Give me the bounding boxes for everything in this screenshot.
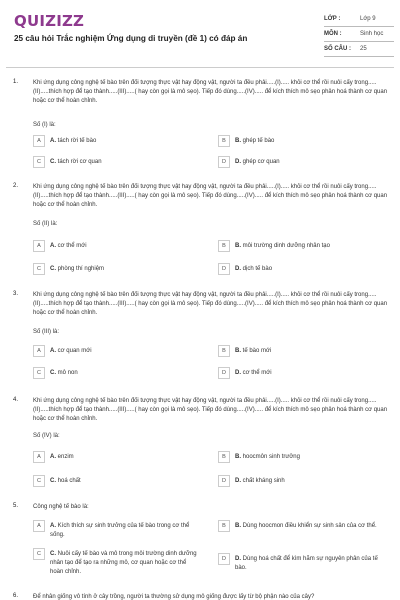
worksheet-header bbox=[0, 0, 400, 62]
option-text: D. ghép cơ quan bbox=[235, 159, 280, 165]
meta-row-grade bbox=[324, 12, 394, 27]
question-prompt: Số (II) là: bbox=[33, 221, 58, 227]
quizizz-logo: QUIZIZZ bbox=[14, 12, 85, 30]
question-number: 1. bbox=[13, 79, 19, 85]
option-text: B. môi trường dinh dưỡng nhân tạo bbox=[235, 243, 330, 249]
option-letter: B bbox=[218, 451, 230, 463]
option-letter: A bbox=[33, 345, 45, 357]
option-letter: D bbox=[218, 156, 230, 168]
option-letter: B bbox=[218, 135, 230, 147]
option-text: A. cơ quan mới bbox=[50, 348, 92, 354]
option-letter: A bbox=[33, 451, 45, 463]
worksheet-title: 25 câu hỏi Trắc nghiệm Ứng dụng di truyền (đề 1) có đáp án bbox=[14, 34, 248, 43]
meta-value: Lớp 9 bbox=[360, 16, 376, 22]
meta-value: Sinh học bbox=[360, 31, 384, 37]
option-text: B. hoocmôn sinh trưởng bbox=[235, 454, 300, 460]
option-text: C. tách rời cơ quan bbox=[50, 159, 102, 165]
option-text: C. hoá chất bbox=[50, 478, 81, 484]
option-letter: B bbox=[218, 240, 230, 252]
option-letter: C bbox=[33, 367, 45, 379]
question-text: Khi ứng dụng công nghệ tế bào trên đối tượng thực vật hay động vật, người ta đều phải.....(I)..... khỏi cơ thể rồi nuôi cấy trong.....(II).....thích hợp để tạo thành.....(III).....( hay còn gọi là mô sẹo). Tiếp đó dùng.....(IV)..... để kích thích mô sẹo phân hoá thành cơ quan hoặc cơ thể hoàn chỉnh. bbox=[33, 398, 388, 422]
option-text: D. cơ thể mới bbox=[235, 370, 272, 376]
option-letter: D bbox=[218, 367, 230, 379]
question-number: 3. bbox=[13, 291, 19, 297]
question-text: Để nhân giống vô tính ở cây trồng, người ta thường sử dụng mô giống được lấy từ bộ phận nào của cây? bbox=[33, 594, 315, 600]
option-text: D. Dùng hoá chất để kìm hãm sự nguyên phân của tế bào. bbox=[235, 556, 378, 571]
option-text: A. cơ thể mới bbox=[50, 243, 87, 249]
question-text: Khi ứng dụng công nghệ tế bào trên đối tượng thực vật hay động vật, người ta đều phải.....(I)..... khỏi cơ thể rồi nuôi cấy trong.....(II).....thích hợp để tạo thành.....(III).....( hay còn gọi là mô sẹo). Tiếp đó dùng.....(IV)..... để kích thích mô sẹo phân hoá thành cơ quan hoặc cơ thể hoàn chỉnh. bbox=[33, 80, 388, 104]
option-text: D. dịch tế bào bbox=[235, 266, 273, 272]
question-number: 2. bbox=[13, 183, 19, 189]
option-text: C. Nuôi cấy tế bào và mô trong môi trường dinh dưỡng nhân tạo để tạo ra những mô, cơ quan hoặc cơ thể hoàn chỉnh. bbox=[50, 551, 197, 575]
question-number: 6. bbox=[13, 593, 19, 599]
question-prompt: Số (IV) là: bbox=[33, 433, 60, 439]
option-letter: A bbox=[33, 135, 45, 147]
option-letter: A bbox=[33, 240, 45, 252]
meta-row-count bbox=[324, 42, 394, 57]
option-text: C. phòng thí nghiệm bbox=[50, 266, 105, 272]
option-letter: C bbox=[33, 548, 45, 560]
question-prompt: Số (III) là: bbox=[33, 329, 60, 335]
option-text: A. enzim bbox=[50, 454, 74, 460]
option-letter: D bbox=[218, 475, 230, 487]
option-text: C. mô non bbox=[50, 370, 78, 376]
option-text: B. Dùng hoocmon điều khiển sự sinh sản của cơ thể. bbox=[235, 523, 377, 529]
question-number: 4. bbox=[13, 397, 19, 403]
question-text: Công nghệ tế bào là: bbox=[33, 504, 89, 510]
option-letter: C bbox=[33, 263, 45, 275]
option-letter: B bbox=[218, 520, 230, 532]
option-letter: C bbox=[33, 156, 45, 168]
option-text: A. Kích thích sự sinh trưởng của tế bào trong cơ thể sống. bbox=[50, 523, 190, 538]
meta-row-subject bbox=[324, 27, 394, 42]
option-letter: A bbox=[33, 520, 45, 532]
option-letter: B bbox=[218, 345, 230, 357]
option-letter: D bbox=[218, 263, 230, 275]
option-text: A. tách rời tế bào bbox=[50, 138, 97, 144]
option-letter: C bbox=[33, 475, 45, 487]
meta-label: SỐ CÂU : bbox=[324, 46, 351, 52]
option-letter: D bbox=[218, 553, 230, 565]
meta-value: 25 bbox=[360, 46, 367, 52]
header-divider bbox=[6, 67, 394, 68]
worksheet-meta bbox=[324, 12, 394, 57]
question-text: Khi ứng dụng công nghệ tế bào trên đối tượng thực vật hay động vật, người ta đều phải.....(I)..... khỏi cơ thể rồi nuôi cấy trong.....(II).....thích hợp để tạo thành.....(III).....( hay còn gọi là mô sẹo). Tiếp đó dùng.....(IV)..... để kích thích mô sẹo phân hoá thành cơ quan hoặc cơ thể hoàn chỉnh. bbox=[33, 292, 388, 316]
question-number: 5. bbox=[13, 503, 19, 509]
option-text: B. tế bào mới bbox=[235, 348, 272, 354]
meta-label: LỚP : bbox=[324, 16, 341, 22]
option-text: D. chất kháng sinh bbox=[235, 478, 285, 484]
meta-label: MÔN : bbox=[324, 31, 342, 37]
option-text: B. ghép tế bào bbox=[235, 138, 275, 144]
question-prompt: Số (I) là: bbox=[33, 122, 56, 128]
question-text: Khi ứng dụng công nghệ tế bào trên đối tượng thực vật hay động vật, người ta đều phải.....(I)..... khỏi cơ thể rồi nuôi cấy trong.....(II).....thích hợp để tạo thành.....(III).....( hay còn gọi là mô sẹo). Tiếp đó dùng.....(IV)..... để kích thích mô sẹo phân hoá thành cơ quan hoặc cơ thể hoàn chỉnh. bbox=[33, 184, 388, 208]
